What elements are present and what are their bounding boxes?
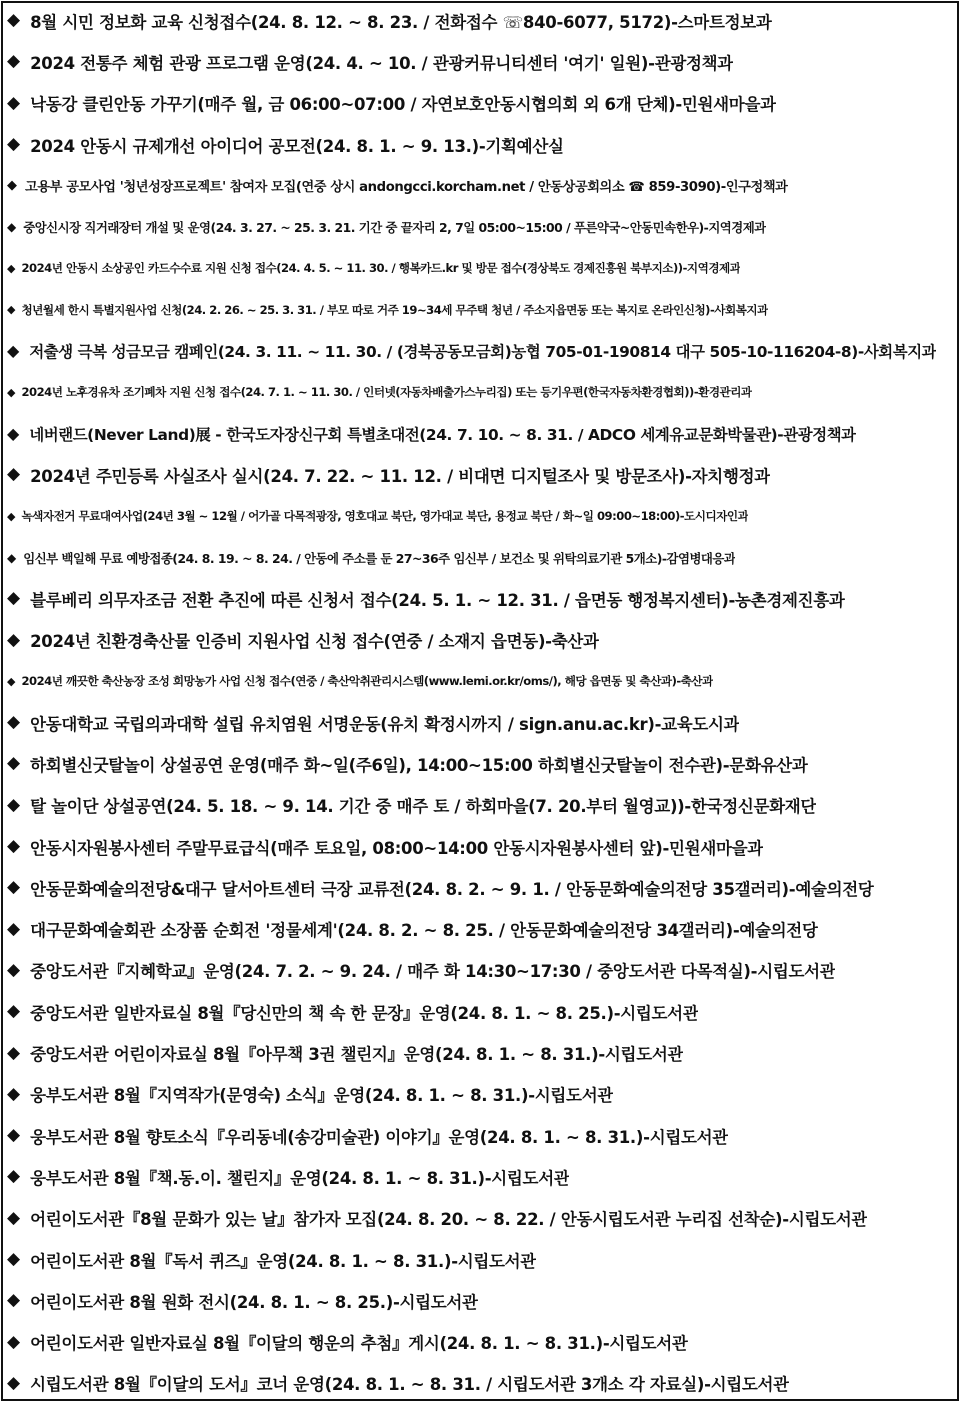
list-item [0,743,958,784]
list-item [0,1074,958,1115]
list-item-text: 8월 시민 정보화 교육 신청접수(24. 8. 12. ~ 8. 23. / 전화접수 ☏840-6077, 5172)-스마트정보과 [30,12,772,32]
diamond-bullet-icon: ◆ [7,1083,21,1104]
diamond-bullet-icon: ◆ [7,464,21,485]
list-item-text: 중앙신시장 직거래장터 개설 및 운영(24. 3. 27. ~ 25. 3. 21. 기간 중 끝자리 2, 7일 05:00~15:00 / 푸른약국~안동민속한우)-지역경제과 [23,220,766,236]
list-item [0,1280,958,1321]
list-item-text: 중앙도서관『지혜학교』운영(24. 7. 2. ~ 9. 24. / 매주 화 14:30~17:30 / 중앙도서관 다목적실)-시립도서관 [30,962,836,982]
list-item-text: 웅부도서관 8월 향토소식『우리동네(송강미술관) 이야기』운영(24. 8. 1. ~ 8. 31.)-시립도서관 [30,1127,728,1147]
list-item-text: 네버랜드(Never Land)展 - 한국도자장신구회 특별초대전(24. 7. 10. ~ 8. 31. / ADCO 세계유교문화박물관)-관광정책과 [29,425,856,444]
list-item [0,702,958,743]
diamond-bullet-icon: ◆ [7,51,21,72]
list-item-text: 시립도서관 8월『이달의 도서』코너 운영(24. 8. 1. ~ 8. 31. / 시립도서관 3개소 각 자료실)-시립도서관 [30,1375,789,1395]
diamond-bullet-icon: ◆ [7,877,21,898]
diamond-bullet-icon: ◆ [7,629,21,650]
list-item-text: 저출생 극복 성금모금 캠페인(24. 3. 11. ~ 11. 30. / (경북공동모금회)농협 705-01-190814 대구 505-10-116204-8)-사회복지과 [29,343,937,362]
list-item-text: 안동대학교 국립의과대학 설립 유치염원 서명운동(유치 확정시까지 / sign.anu.ac.kr)-교육도시과 [30,714,740,734]
diamond-bullet-icon: ◆ [7,423,20,443]
list-item [0,619,958,660]
diamond-bullet-icon: ◆ [7,178,17,194]
list-item [0,909,958,950]
list-item [0,1115,958,1156]
list-item [0,1156,958,1197]
diamond-bullet-icon: ◆ [7,918,21,939]
diamond-bullet-icon: ◆ [7,92,21,113]
list-item [0,1239,958,1280]
list-item-text: 2024년 안동시 소상공인 카드수수료 지원 신청 접수(24. 4. 5. ~ 11. 30. / 행복카드.kr 및 방문 접수(경상북도 경제진흥원 북부지소))-지역경제과 [21,261,741,276]
list-item-text: 낙동강 클린안동 가꾸기(매주 월, 금 06:00~07:00 / 자연보호안동시협의회 외 6개 단체)-민원새마을과 [30,95,776,115]
list-item-text: 2024년 친환경축산물 인증비 지원사업 신청 접수(연중 / 소재지 읍면동)-축산과 [30,632,599,652]
list-item [0,206,958,247]
list-item-text: 고용부 공모사업 '청년성장프로젝트' 참여자 모집(연중 상시 andongcci.korcham.net / 안동상공회의소 ☎ 859-3090)-인구정책과 [25,180,788,196]
diamond-bullet-icon: ◆ [7,1372,21,1393]
list-item-text: 2024년 깨끗한 축산농장 조성 희망농가 사업 신청 접수(연중 / 축산악취관리시스템(www.lemi.or.kr/oms/), 해당 읍면동 및 축산과)-축산과 [21,674,713,689]
list-item-text: 중앙도서관 어린이자료실 8월『아무책 3권 챌린지』운영(24. 8. 1. ~ 8. 31.)-시립도서관 [30,1045,684,1065]
list-item-text: 임신부 백일해 무료 예방접종(24. 8. 19. ~ 8. 24. / 안동에 주소를 둔 27~36주 임신부 / 보건소 및 위탁의료기관 5개소)-감염병대응과 [23,550,736,566]
list-item [0,785,958,826]
diamond-bullet-icon: ◆ [7,1207,21,1228]
diamond-bullet-icon: ◆ [7,1290,21,1311]
diamond-bullet-icon: ◆ [7,794,21,815]
list-item [0,1032,958,1073]
list-item-text: 대구문화예술회관 소장품 순회전 '정물세계'(24. 8. 2. ~ 8. 25. / 안동문화예술의전당 34갤러리)-예술의전당 [30,921,818,941]
list-item [0,950,958,991]
diamond-bullet-icon: ◆ [7,1125,21,1146]
diamond-bullet-icon: ◆ [7,1331,21,1352]
list-item-text: 탈 놀이단 상설공연(24. 5. 18. ~ 9. 14. 기간 중 매주 토 / 하회마을(7. 20.부터 월영교))-한국정신문화재단 [30,797,817,817]
diamond-bullet-icon: ◆ [7,1166,21,1187]
list-item [0,1322,958,1363]
list-item-text: 어린이도서관『8월 문화가 있는 날』참가자 모집(24. 8. 20. ~ 8. 22. / 안동시립도서관 누리집 선착순)-시립도서관 [30,1210,868,1230]
list-item-text: 어린이도서관 8월 원화 전시(24. 8. 1. ~ 8. 25.)-시립도서관 [30,1292,478,1312]
list-item [0,413,958,454]
list-item-text: 안동문화예술의전당&대구 달서아트센터 극장 교류전(24. 8. 2. ~ 9. 1. / 안동문화예술의전당 35갤러리)-예술의전당 [30,879,874,899]
list-item [0,661,958,702]
diamond-bullet-icon: ◆ [7,385,16,399]
list-item-text: 어린이도서관 일반자료실 8월『이달의 행운의 추첨』게시(24. 8. 1. ~ 8. 31.)-시립도서관 [30,1334,688,1354]
list-item-text: 2024년 노후경유차 조기폐차 지원 신청 접수(24. 7. 1. ~ 11. 30. / 인터넷(자동차배출가스누리집) 또는 등기우편(한국자동차환경협회))-환경관리과 [21,385,752,400]
list-item-text: 하회별신굿탈놀이 상설공연 운영(매주 화~일(주6일), 14:00~15:00 하회별신굿탈놀이 전수관)-문화유산과 [30,755,808,775]
diamond-bullet-icon: ◆ [7,341,20,361]
list-item [0,867,958,908]
diamond-bullet-icon: ◆ [7,836,21,857]
list-item [0,372,958,413]
list-item-text: 녹색자전거 무료대여사업(24년 3월 ~ 12월 / 어가골 다목적광장, 영호대교 북단, 영가대교 북단, 용정교 북단 / 화~일 09:00~18:00)-도시디자인과 [21,509,749,524]
list-item [0,1198,958,1239]
diamond-bullet-icon: ◆ [7,261,16,275]
list-item [0,826,958,867]
diamond-bullet-icon: ◆ [7,674,16,688]
diamond-bullet-icon: ◆ [7,509,16,523]
list-item [0,0,958,41]
list-item [0,248,958,289]
list-item-text: 웅부도서관 8월『지역작가(문영숙) 소식』운영(24. 8. 1. ~ 8. 31.)-시립도서관 [30,1086,613,1106]
list-item [0,578,958,619]
list-item [0,83,958,124]
list-item [0,1363,958,1404]
diamond-bullet-icon: ◆ [7,959,21,980]
list-item-text: 안동시자원봉사센터 주말무료급식(매주 토요일, 08:00~14:00 안동시자원봉사센터 앞)-민원새마을과 [30,838,763,858]
list-item-text: 어린이도서관 8월『독서 퀴즈』운영(24. 8. 1. ~ 8. 31.)-시립도서관 [30,1251,536,1271]
diamond-bullet-icon: ◆ [7,10,21,31]
diamond-bullet-icon: ◆ [7,1249,21,1270]
diamond-bullet-icon: ◆ [7,712,21,733]
list-item [0,537,958,578]
diamond-bullet-icon: ◆ [7,550,17,565]
list-item-text: 2024년 주민등록 사실조사 실시(24. 7. 22. ~ 11. 12. / 비대면 디지털조사 및 방문조사)-자치행정과 [30,466,770,486]
list-item [0,289,958,330]
diamond-bullet-icon: ◆ [7,753,21,774]
list-item [0,165,958,206]
diamond-bullet-icon: ◆ [7,220,17,235]
list-item [0,454,958,495]
list-item [0,991,958,1032]
list-item-text: 웅부도서관 8월『책.동.이. 챌린지』운영(24. 8. 1. ~ 8. 31.)-시립도서관 [30,1168,570,1188]
list-item [0,124,958,165]
list-item-text: 2024 전통주 체험 관광 프로그램 운영(24. 4. ~ 10. / 관광커뮤니티센터 '여기' 일원)-관광정책과 [30,53,733,73]
list-item-text: 중앙도서관 일반자료실 8월『당신만의 책 속 한 문장』운영(24. 8. 1. ~ 8. 25.)-시립도서관 [30,1003,699,1023]
diamond-bullet-icon: ◆ [7,1042,21,1063]
list-item [0,330,958,371]
list-item [0,496,958,537]
list-item-text: 2024 안동시 규제개선 아이디어 공모전(24. 8. 1. ~ 9. 13.)-기획예산실 [30,136,564,156]
diamond-bullet-icon: ◆ [7,303,16,317]
diamond-bullet-icon: ◆ [7,1001,21,1022]
list-item-text: 청년월세 한시 특별지원사업 신청(24. 2. 26. ~ 25. 3. 31. / 부모 따로 거주 19~34세 무주택 청년 / 주소지읍면동 또는 복지로 온라인신청)-사회복지과 [21,302,768,317]
list-item-text: 블루베리 의무자조금 전환 추진에 따른 신청서 접수(24. 5. 1. ~ 12. 31. / 읍면동 행정복지센터)-농촌경제진흥과 [30,590,845,610]
list-item [0,41,958,82]
diamond-bullet-icon: ◆ [7,588,21,609]
diamond-bullet-icon: ◆ [7,134,21,155]
